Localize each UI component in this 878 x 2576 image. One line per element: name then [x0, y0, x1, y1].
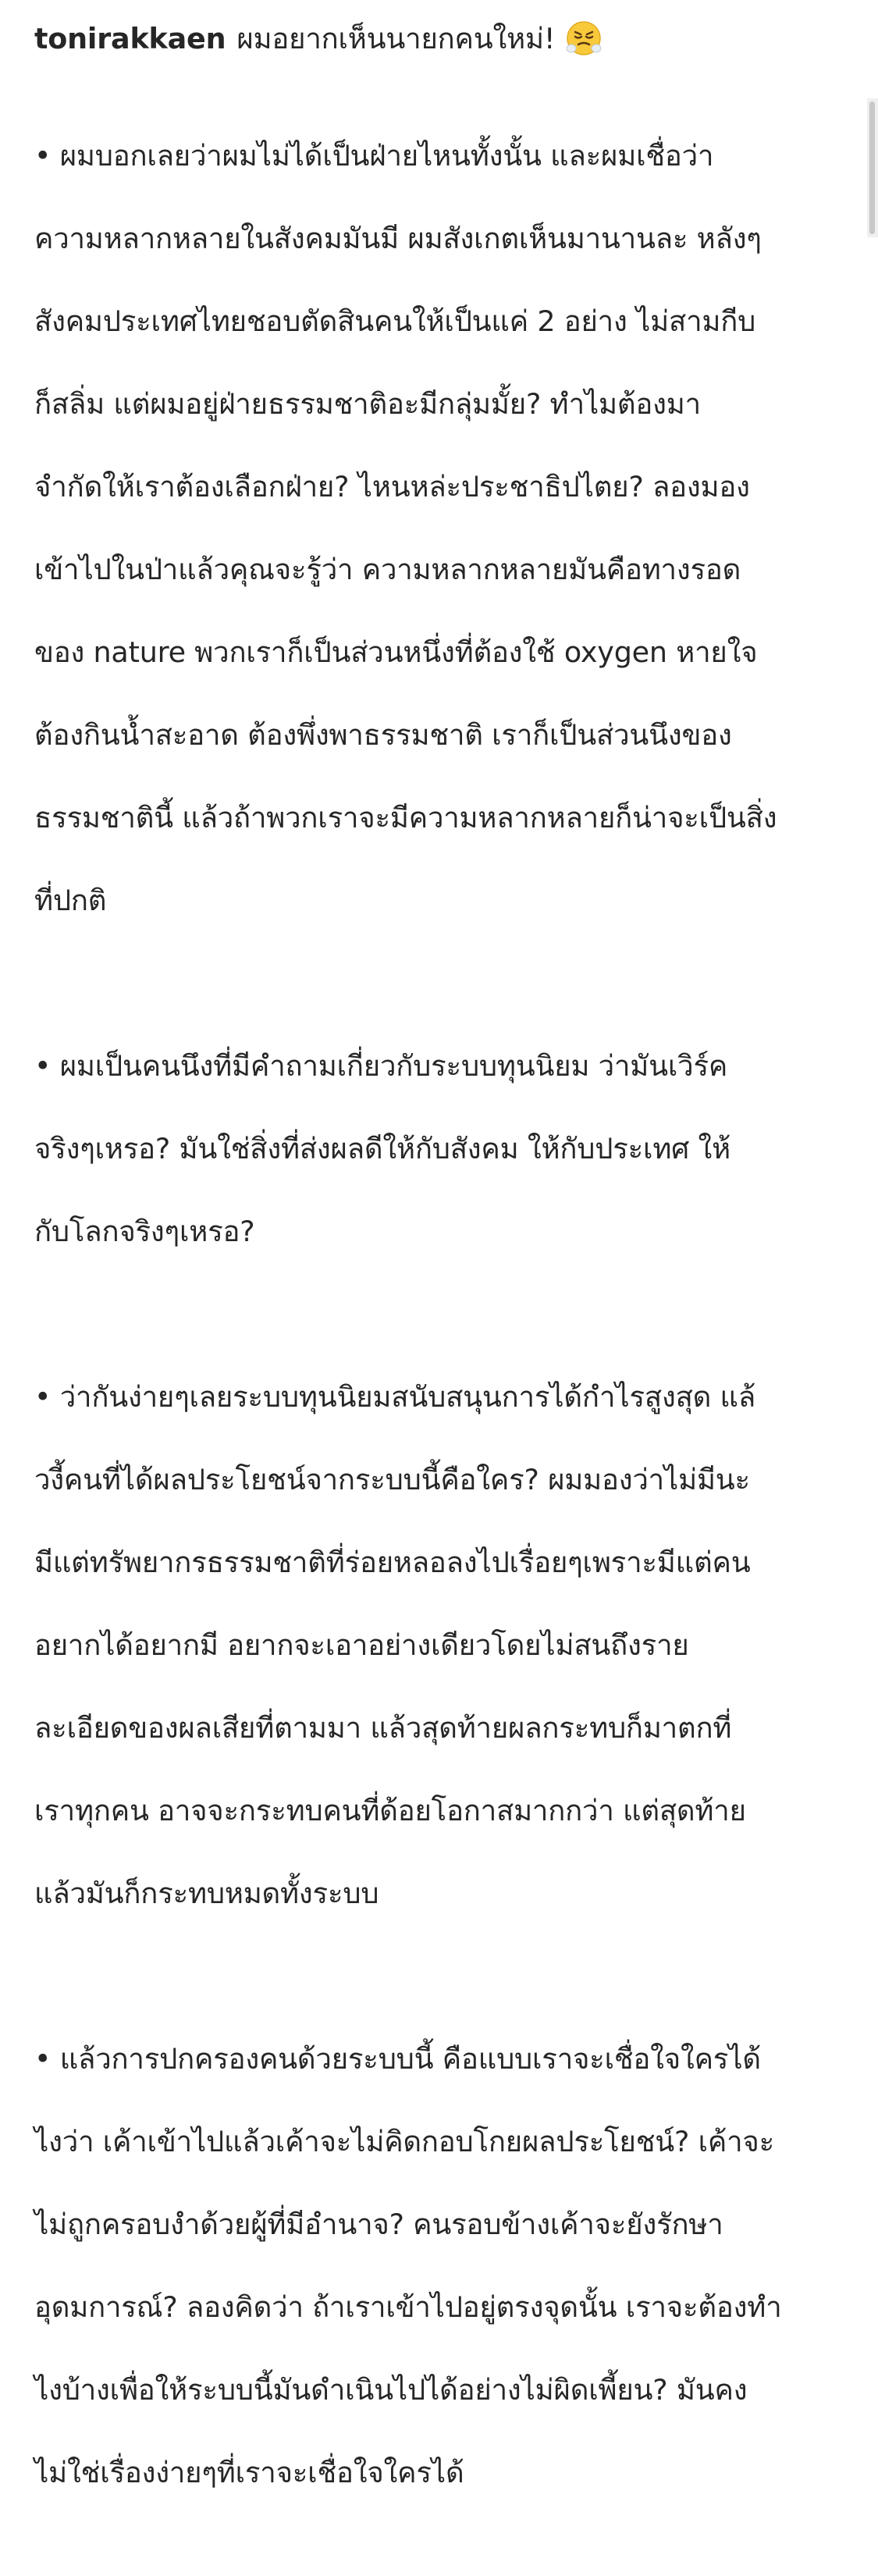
caption-line: วงี้คนที่ได้ผลประโยชน์จากระบบนี้คือใคร? ผมมองว่าไม่มีนะ — [34, 1463, 750, 1496]
caption-line: เข้าไปในป่าแล้วคุณจะรู้ว่า ความหลากหลายมันคือทางรอด — [34, 553, 741, 586]
username-link[interactable]: tonirakkaen — [34, 21, 226, 55]
caption-line: อยากได้อยากมี อยากจะเอาอย่างเดียวโดยไม่สนถึงราย — [34, 1628, 689, 1662]
caption-paragraph-2 — [34, 1004, 846, 1293]
scrollbar-thumb[interactable] — [869, 101, 875, 234]
caption-line: อุดมการณ์? ลองคิดว่า ถ้าเราเข้าไปอยู่ตรงจุดนั้น เราจะต้องทำ — [34, 2290, 782, 2324]
caption-line: ก็สลิ่ม แต่ผมอยู่ฝ่ายธรรมชาติอะมีกลุ่มมั้ย? ทำไมต้องมา — [34, 387, 701, 421]
caption-line: สังคมประเทศไทยชอบตัดสินคนให้เป็นแค่ 2 อย่าง ไม่สามกีบ — [34, 304, 756, 338]
caption-line: ไงว่า เค้าเข้าไปแล้วเค้าจะไม่คิดกอบโกยผลประโยชน์? เค้าจะ — [34, 2125, 774, 2158]
caption-line: ต้องกินน้ำสะอาด ต้องพึ่งพาธรรมชาติ เราก็เป็นส่วนนึงของ — [34, 718, 732, 752]
caption-line: • แล้วการปกครองคนด้วยระบบนี้ คือแบบเราจะเชื่อใจใครได้ — [34, 2042, 761, 2076]
caption-line: • ผมเป็นคนนึงที่มีคำถามเกี่ยวกับระบบทุนนิยม ว่ามันเวิร์ค — [34, 1049, 728, 1083]
post-caption — [34, 14, 846, 2576]
caption-paragraph-4 — [34, 1997, 846, 2535]
caption-line: • ผมบอกเลยว่าผมไม่ได้เป็นฝ่ายไหนทั้งนั้น และผมเชื่อว่า — [34, 139, 714, 173]
caption-line: ที่ปกติ — [34, 884, 107, 917]
caption-line: ความหลากหลายในสังคมมันมี ผมสังเกตเห็นมานานละ หลังๆ — [34, 222, 762, 255]
caption-headline: ผมอยากเห็นนายกคนใหม่! — [236, 21, 556, 55]
face-with-steam-icon — [566, 20, 602, 56]
caption-line: • ว่ากันง่ายๆเลยระบบทุนนิยมสนับสนุนการได้กำไรสูงสุด แล้ — [34, 1380, 756, 1414]
caption-line: จำกัดให้เราต้องเลือกฝ่าย? ไหนหล่ะประชาธิปไตย? ลองมอง — [34, 470, 750, 503]
caption-line: กับโลกจริงๆเหรอ? — [34, 1215, 255, 1248]
caption-line: ละเอียดของผลเสียที่ตามมา แล้วสุดท้ายผลกระทบก็มาตกที่ — [34, 1711, 732, 1745]
caption-line: จริงๆเหรอ? มันใช่สิ่งที่ส่งผลดีให้กับสังคม ให้กับประเทศ ให้ — [34, 1132, 731, 1165]
caption-line: ไงบ้างเพื่อให้ระบบนี้มันดำเนินไปได้อย่างไม่ผิดเพี้ยน? มันคง — [34, 2373, 748, 2407]
caption-line: แล้วมันก็กระทบหมดทั้งระบบ — [34, 1877, 379, 1910]
caption-line: ไม่ถูกครอบงำด้วยผู้ที่มีอำนาจ? คนรอบข้างเค้าจะยังรักษา — [34, 2208, 723, 2241]
vertical-scrollbar[interactable] — [867, 98, 878, 237]
caption-line: เราทุกคน อาจจะกระทบคนที่ด้อยโอกาสมากกว่า แต่สุดท้าย — [34, 1794, 746, 1827]
caption-line: ไม่ใช่เรื่องง่ายๆที่เราจะเชื่อใจใครได้ — [34, 2456, 464, 2489]
caption-line: มีแต่ทรัพยากรธรรมชาติที่ร่อยหลอลงไปเรื่อยๆเพราะมีแต่คน — [34, 1546, 751, 1579]
caption-header — [34, 14, 846, 62]
caption-line: ของ nature พวกเราก็เป็นส่วนหนึ่งที่ต้องใช้ oxygen หายใจ — [34, 635, 758, 669]
caption-line: ธรรมชาตินี้ แล้วถ้าพวกเราจะมีความหลากหลายก็น่าจะเป็นสิ่ง — [34, 801, 777, 834]
caption-paragraph-1 — [34, 94, 846, 962]
caption-paragraph-3 — [34, 1335, 846, 1955]
